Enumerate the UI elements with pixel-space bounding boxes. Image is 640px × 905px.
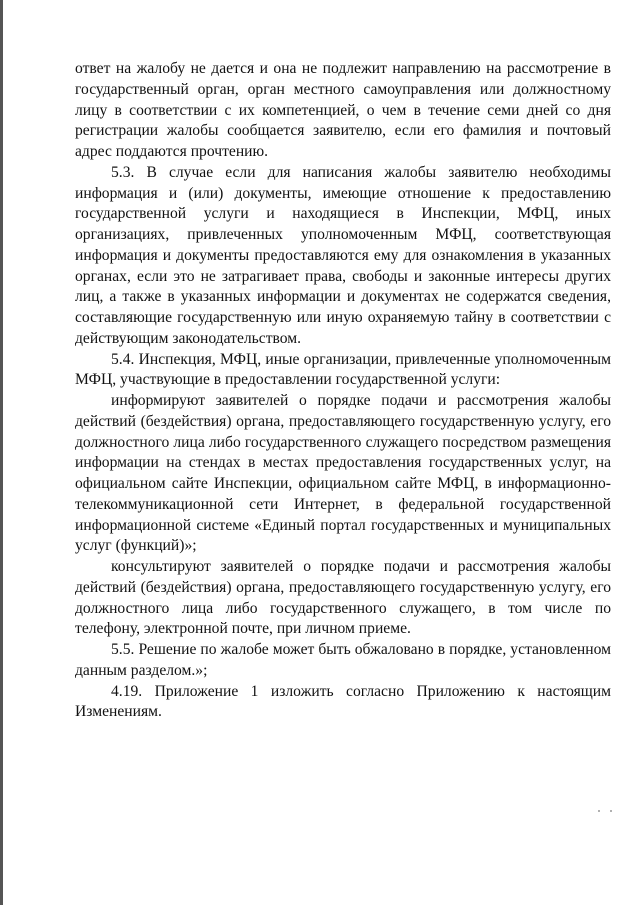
scan-speck (610, 810, 612, 812)
paragraph-5-3: 5.3. В случае если для написания жалобы заявителю необходимы информация и (или) документы, имеющие отношение к предоставлению государственной услуги и находящиеся в Инспекции, МФЦ, иных организациях, привлеченных уполномоченным МФЦ, соответствующая информация и документы предоставляются ему для ознакомления в указанных органах, если это не затрагивает права, свободы и законные интересы других лиц, а также в указанных информации и документах не содержатся сведения, составляющие государственную или иную охраняемую тайну в соответствии с действующим законодательством. (75, 163, 611, 347)
paragraph-5-5: 5.5. Решение по жалобе может быть обжаловано в порядке, установленном данным разделом.»; (75, 641, 611, 679)
paragraph-5-4: 5.4. Инспекция, МФЦ, иные организации, привлеченные уполномоченным МФЦ, участвующие в предоставлении государственной услуги: (75, 350, 611, 389)
scan-speck (598, 810, 600, 812)
document-body (75, 59, 611, 723)
paragraph-inform: информируют заявителей о порядке подачи и рассмотрения жалобы действий (бездействия) органа, предоставляющего государственную услугу, его должностного лица либо государственного служащего посредством размещения информации на стендах в местах предоставления государственных услуг, на официальном сайте Инспекции, официальном сайте МФЦ, в информационно-телекоммуникационной сети Интернет, в федеральной государственной информационной системе «Единый портал государственных и муниципальных услуг (функций)»; (75, 392, 611, 555)
paragraph-consult: консультируют заявителей о порядке подачи и рассмотрения жалобы действий (бездействия) органа, предоставляющего государственную услугу, его должностного лица либо государственного служащего, в том числе по телефону, электронной почте, при личном приеме. (75, 558, 611, 638)
paragraph-continuation: ответ на жалобу не дается и она не подлежит направлению на рассмотрение в государственный орган, орган местного самоуправления или должностному лицу в соответствии с их компетенцией, о чем в течение семи дней со дня регистрации жалобы сообщается заявителю, если его фамилия и почтовый адрес поддаются прочтению. (75, 60, 611, 160)
paragraph-4-19: 4.19. Приложение 1 изложить согласно Приложению к настоящим Изменениям. (75, 682, 611, 721)
